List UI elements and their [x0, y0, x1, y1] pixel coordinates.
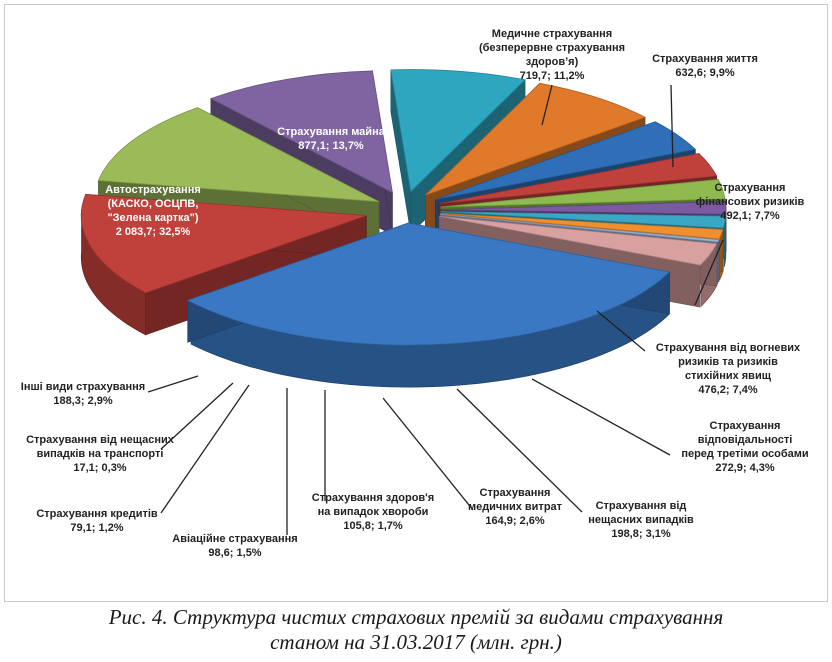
- slice-category-label: Авіаційне страхування: [172, 533, 298, 545]
- slice-value-label: 198,8; 3,1%: [611, 528, 671, 540]
- slice-category-label: ризиків та ризиків: [678, 356, 778, 368]
- slice-category-label: медичних витрат: [467, 501, 563, 513]
- slice-category-label: Страхування: [709, 420, 781, 432]
- slice-category-label: Інші види страхування: [20, 381, 146, 393]
- slice-label: [36, 508, 158, 534]
- slice-category-label: стихійних явищ: [684, 370, 772, 382]
- slice-value-label: 79,1; 1,2%: [70, 522, 124, 534]
- slice-label: [312, 492, 434, 532]
- leader-line: [532, 379, 670, 455]
- slice-category-label: Страхування здоров'я: [311, 492, 435, 504]
- slice-category-label: випадків на транспорті: [36, 448, 164, 460]
- slice-value-label: 17,1; 0,3%: [73, 462, 127, 474]
- slice-category-label: нещасних випадків: [588, 514, 694, 526]
- pie-chart: [5, 5, 827, 601]
- slice-value-label: 105,8; 1,7%: [343, 520, 403, 532]
- slice-category-label: Страхування: [714, 182, 786, 194]
- chart-frame: [4, 4, 828, 602]
- slice-category-label: Страхування від вогневих: [655, 342, 801, 354]
- slice-value-label: 632,6; 9,9%: [675, 67, 735, 79]
- slice-label: [172, 533, 297, 559]
- slice-value-label: 877,1; 13,7%: [298, 140, 364, 152]
- slice-category-label: Страхування життя: [652, 53, 758, 65]
- caption-line-2: станом на 31.03.2017 (млн. грн.): [270, 630, 562, 654]
- slice-value-label: 164,9; 2,6%: [485, 515, 545, 527]
- slice-label: [26, 434, 175, 474]
- slice-label: [681, 420, 808, 474]
- slice-value-label: 2 083,7; 32,5%: [115, 226, 191, 238]
- slice-category-label: Страхування: [479, 487, 551, 499]
- caption-line-1: Рис. 4. Структура чистих страхових премій за видами страхування: [108, 605, 724, 629]
- figure-caption: [0, 605, 832, 655]
- slice-label: [468, 487, 563, 527]
- slice-category-label: здоров’я): [525, 56, 579, 68]
- slice-category-label: Автострахування: [105, 184, 201, 196]
- slice-category-label: перед третіми особами: [681, 448, 809, 460]
- slice-category-label: (КАСКО, ОСЦПВ,: [107, 198, 199, 210]
- slice-label: [652, 53, 758, 79]
- slice-category-label: "Зелена картка"): [107, 212, 199, 224]
- slice-label: [656, 342, 801, 396]
- slice-label: [479, 28, 625, 82]
- slice-value-label: 188,3; 2,9%: [53, 395, 113, 407]
- slice-category-label: на випадок хвороби: [317, 506, 429, 518]
- leader-line: [148, 376, 198, 392]
- slice-category-label: Медичне страхування: [491, 28, 613, 40]
- slice-value-label: 98,6; 1,5%: [208, 547, 262, 559]
- slice-label: [21, 381, 145, 407]
- leader-line: [161, 385, 249, 513]
- slice-category-label: Страхування кредитів: [36, 508, 158, 520]
- slice-label: [588, 500, 694, 540]
- slice-value-label: 476,2; 7,4%: [698, 384, 758, 396]
- slice-category-label: фінансових ризиків: [695, 196, 805, 208]
- slice-category-label: Страхування майна: [277, 126, 385, 138]
- slice-category-label: відповідальності: [697, 434, 793, 446]
- slice-value-label: 492,1; 7,7%: [720, 210, 780, 222]
- slice-value-label: 272,9; 4,3%: [715, 462, 775, 474]
- slice-category-label: (безперервне страхування: [478, 42, 626, 54]
- slice-category-label: Страхування від: [595, 500, 687, 512]
- slice-category-label: Страхування від нещасних: [26, 434, 174, 446]
- slice-value-label: 719,7; 11,2%: [519, 70, 585, 82]
